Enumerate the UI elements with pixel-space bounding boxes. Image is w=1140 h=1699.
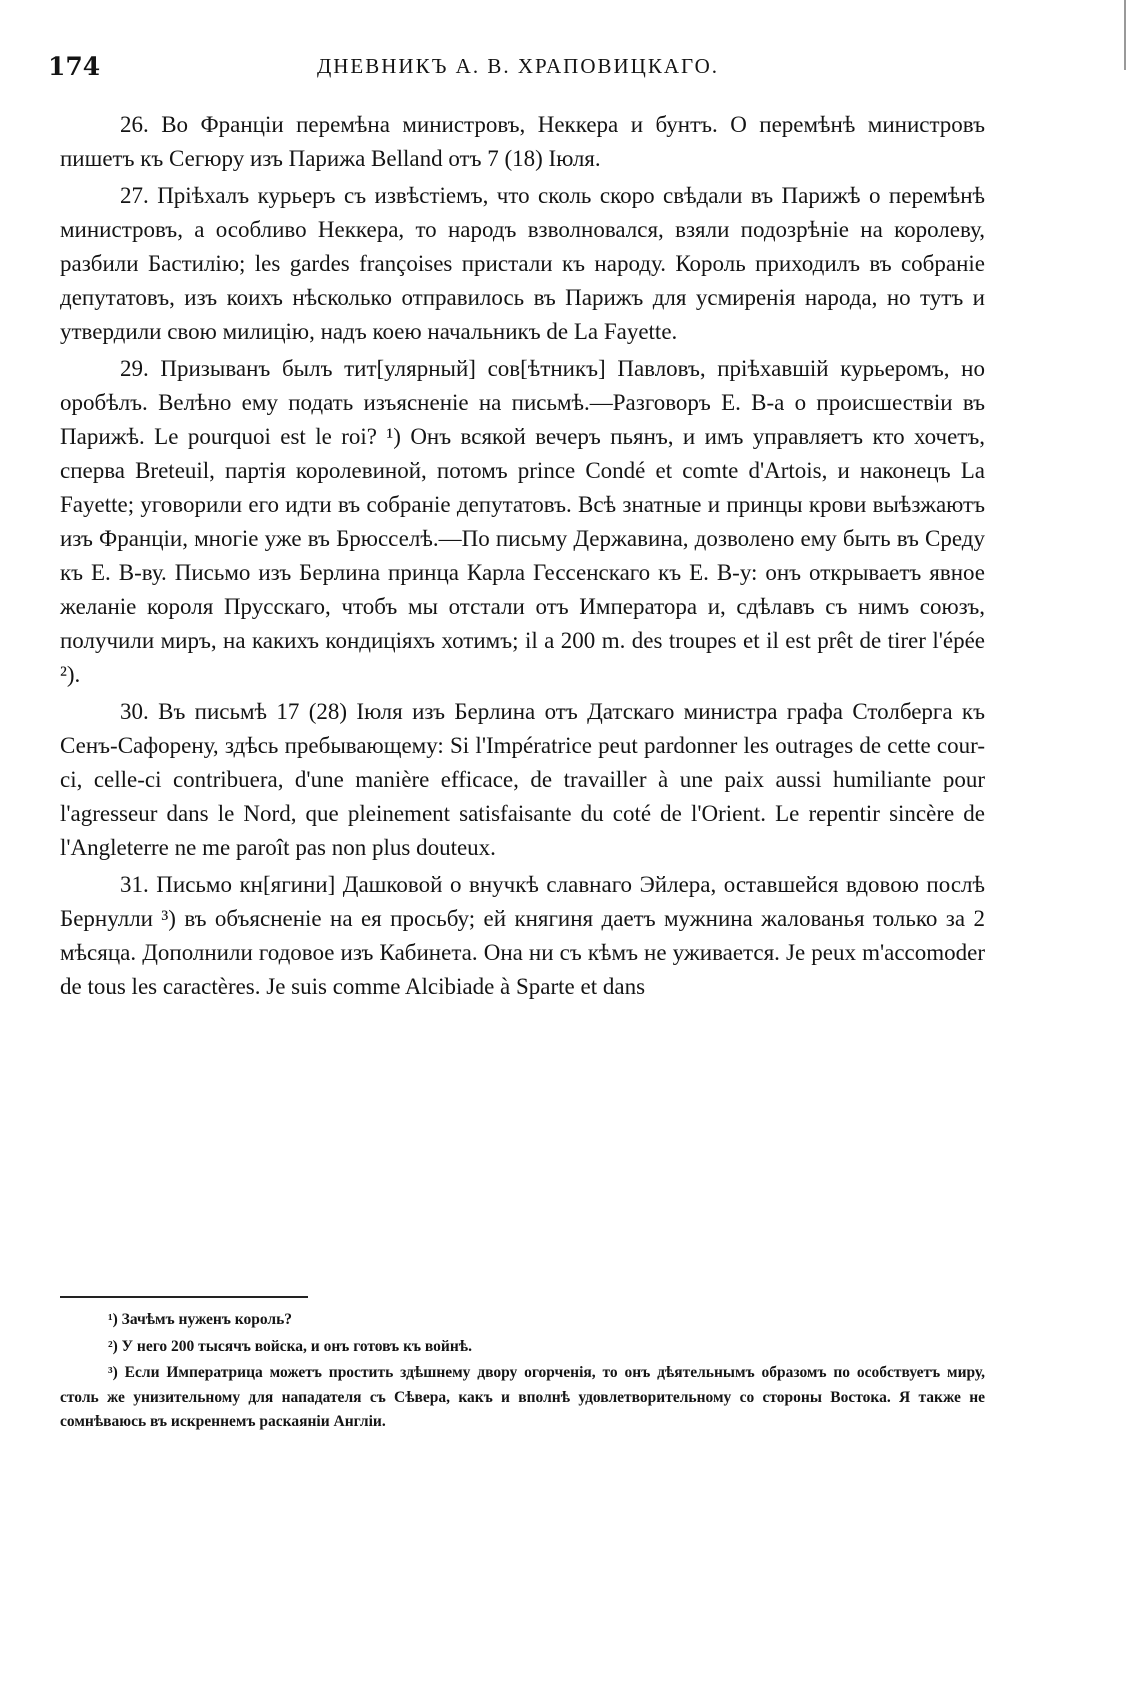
main-text [60, 108, 985, 1007]
page-header [48, 52, 988, 92]
entry-30: 30. Въ письмѣ 17 (28) Іюля изъ Берлина отъ Датскаго министра графа Столберга къ Сенъ-Сафорену, здѣсь пребывающему: Si l'Impératrice peut pardonner les outrages de cette cour-ci, celle-ci contribuera, d'une manière efficace, de travailler à une paix aussi humiliante pour l'agresseur dans le Nord, que pleinement satisfaisante du coté de l'Orient. Le repentir sincère de l'Angleterre ne me paroît pas non plus douteux. [60, 699, 985, 860]
running-head: ДНЕВНИКЪ А. В. ХРАПОВИЦКАГО. [316, 54, 720, 78]
footnote-2: ²) У него 200 тысячъ войска, и онъ готовъ къ войнѣ. [108, 1337, 472, 1355]
footnotes [60, 1308, 985, 1437]
page-edge-line [1124, 0, 1126, 70]
entry-27: 27. Пріѣхалъ курьеръ съ извѣстіемъ, что сколь скоро свѣдали въ Парижѣ о перемѣнѣ министровъ, а особливо Неккера, то народъ взволновался, взяли подозрѣніе на королеву, разбили Бастилію; les gardes françoises пристали къ народу. Король приходилъ въ собраніе депутатовъ, изъ коихъ нѣсколько отправилось въ Парижъ для усмиренія народа, но тутъ и утвердили свою милицію, надъ коею начальникъ de La Fayette. [60, 183, 985, 344]
entry-26: 26. Во Франціи перемѣна министровъ, Неккера и бунтъ. О перемѣнѣ министровъ пишетъ къ Сегюру изъ Парижа Belland отъ 7 (18) Іюля. [60, 112, 985, 171]
page-number: 174 [48, 52, 101, 81]
footnote-3: ³) Если Императрица можетъ простить здѣшнему двору огорченія, то онъ дѣятельнымъ образомъ по особствуетъ миру, столь же унизительному для нападателя съ Сѣвера, какъ и вполнѣ удовлетворительному со стороны Востока. Я также не сомнѣваюсь въ искреннемъ раскаяніи Англіи. [60, 1364, 985, 1430]
footnote-divider [60, 1296, 308, 1298]
entry-31: 31. Письмо кн[ягини] Дашковой о внучкѣ славнаго Эйлера, оставшейся вдовою послѣ Бернулли ³) въ объясненіе на ея просьбу; ей княгиня даетъ мужнина жалованья только за 2 мѣсяца. Дополнили годовое изъ Кабинета. Она ни съ кѣмъ не уживается. Je peux m'accomoder de tous les caractères. Je suis comme Alcibiade à Sparte et dans [60, 872, 985, 999]
entry-29: 29. Призыванъ былъ тит[улярный] сов[ѣтникъ] Павловъ, пріѣхавшій курьеромъ, но оробѣлъ. Велѣно ему подать изъясненіе на письмѣ.—Разговоръ Е. В-а о происшествіи въ Парижѣ. Le pourquoi est le roi? ¹) Онъ всякой вечеръ пьянъ, и имъ управляетъ кто хочетъ, сперва Breteuil, партія королевиной, потомъ prince Condé et comte d'Artois, и наконецъ La Fayette; уговорили его идти въ собраніе депутатовъ. Всѣ знатные и принцы крови выѣзжаютъ изъ Франціи, многіе уже въ Брюсселѣ.—По письму Державина, дозволено ему быть въ Среду къ Е. В-ву. Письмо изъ Берлина принца Карла Гессенскаго къ Е. В-у: онъ открываетъ явное желаніе короля Прусскаго, чтобъ мы отстали отъ Императора и, сдѣлавъ съ нимъ союзъ, получили миръ, на какихъ кондиціяхъ хотимъ; il a 200 m. des troupes et il est prêt de tirer l'épée ²). [60, 356, 985, 687]
footnote-1: ¹) Зачѣмъ нуженъ король? [108, 1311, 293, 1328]
